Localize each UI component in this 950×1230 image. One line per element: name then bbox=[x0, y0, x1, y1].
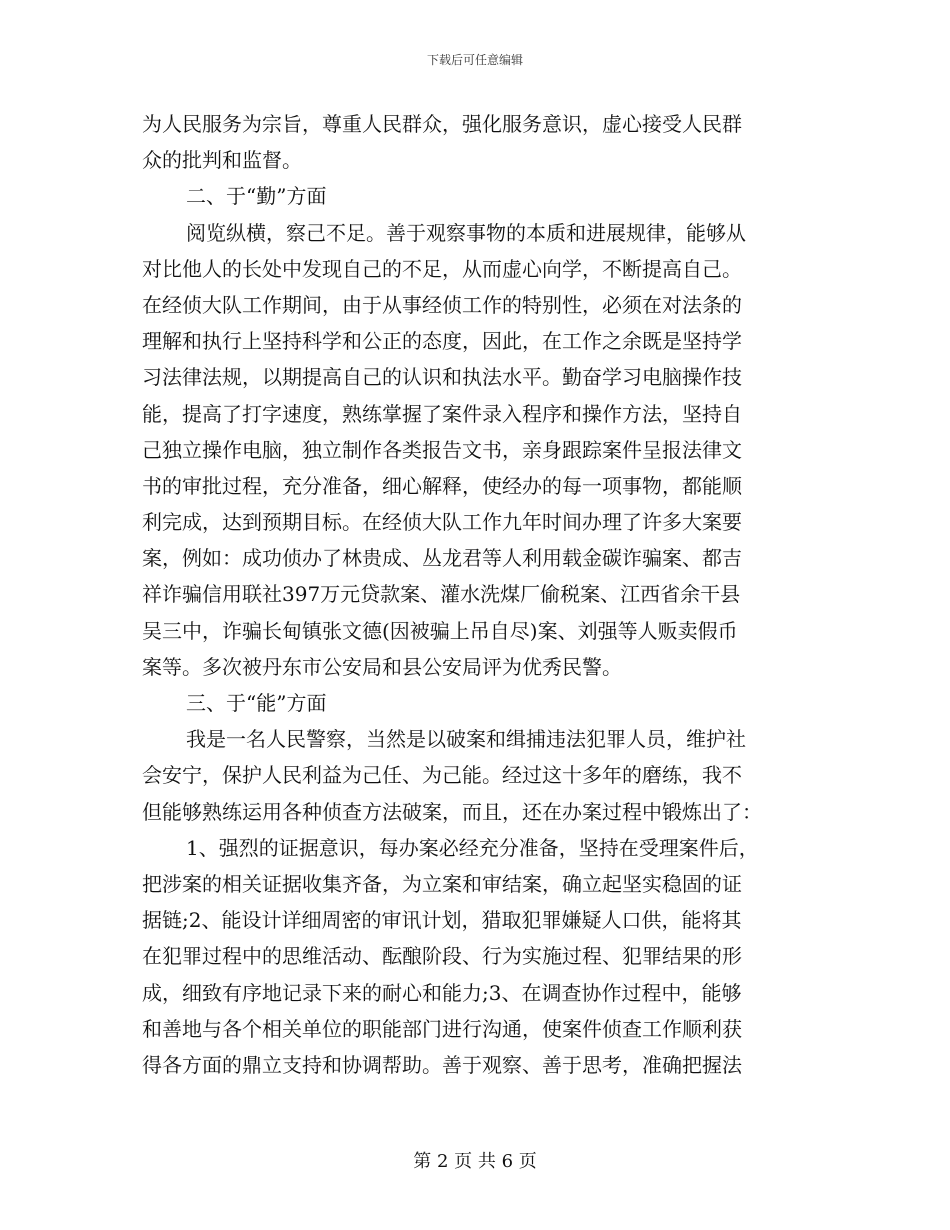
body-line: 利完成，达到预期目标。在经侦大队工作九年时间办理了许多大案要 bbox=[142, 510, 742, 535]
body-line: 成，细致有序地记录下来的耐心和能力;3、在调查协作过程中，能够 bbox=[142, 980, 742, 1005]
body-line: 在经侦大队工作期间，由于从事经侦工作的特别性，必须在对法条的 bbox=[142, 292, 742, 317]
body-line: 对比他人的长处中发现自己的不足，从而虚心向学，不断提高自己。 bbox=[142, 256, 742, 281]
body-line: 得各方面的鼎立支持和协调帮助。善于观察、善于思考，准确把握法 bbox=[142, 1052, 742, 1077]
body-line: 祥诈骗信用联社397万元贷款案、灌水洗煤厂偷税案、江西省余干县 bbox=[142, 582, 741, 607]
body-line: 己独立操作电脑，独立制作各类报告文书，亲身跟踪案件呈报法律文 bbox=[142, 437, 742, 462]
body-line: 把涉案的相关证据收集齐备，为立案和审结案，确立起坚实稳固的证 bbox=[142, 871, 742, 896]
page-footer: 第 2 页 共 6 页 bbox=[413, 1151, 537, 1172]
body-line: 习法律法规，以期提高自己的认识和执法水平。勤奋学习电脑操作技 bbox=[142, 365, 742, 390]
body-line: 1、强烈的证据意识，每办案必经充分准备，坚持在受理案件后， bbox=[186, 835, 759, 860]
document-body bbox=[142, 106, 810, 1083]
body-line: 众的批判和监督。 bbox=[142, 148, 302, 173]
body-line: 吴三中，诈骗长甸镇张文德(因被骗上吊自尽)案、刘强等人贩卖假币 bbox=[142, 618, 738, 643]
body-line: 为人民服务为宗旨，尊重人民群众，强化服务意识，虚心接受人民群 bbox=[142, 112, 742, 136]
body-line: 书的审批过程，充分准备，细心解释，使经办的每一项事物，都能顺 bbox=[142, 473, 742, 498]
body-line: 和善地与各个相关单位的职能部门进行沟通，使案件侦查工作顺利获 bbox=[142, 1016, 742, 1041]
body-line: 案等。多次被丹东市公安局和县公安局评为优秀民警。 bbox=[142, 654, 622, 679]
body-line: 会安宁，保护人民利益为己任、为己能。经过这十多年的磨练，我不 bbox=[142, 763, 742, 788]
body-line: 在犯罪过程中的思维活动、酝酿阶段、行为实施过程、犯罪结果的形 bbox=[142, 944, 742, 969]
body-line: 阅览纵横，察己不足。善于观察事物的本质和进展规律，能够从 bbox=[186, 220, 746, 245]
body-line: 理解和执行上坚持科学和公正的态度，因此，在工作之余既是坚持学 bbox=[142, 329, 742, 354]
body-line: 能，提高了打字速度，熟练掌握了案件录入程序和操作方法，坚持自 bbox=[142, 401, 742, 426]
body-line: 案，例如：成功侦办了林贵成、丛龙君等人利用载金碳诈骗案、都吉 bbox=[142, 546, 742, 571]
page-header: 下载后可任意编辑 bbox=[426, 53, 523, 67]
section-heading: 二、于“勤”方面 bbox=[186, 184, 327, 209]
section-heading: 三、于“能”方面 bbox=[186, 691, 327, 715]
body-line: 我是一名人民警察，当然是以破案和缉捕违法犯罪人员，维护社 bbox=[186, 727, 746, 752]
body-line: 据链;2、能设计详细周密的审讯计划，猎取犯罪嫌疑人口供，能将其 bbox=[142, 908, 742, 933]
body-line: 但能够熟练运用各种侦查方法破案，而且，还在办案过程中锻炼出了： bbox=[142, 799, 762, 824]
